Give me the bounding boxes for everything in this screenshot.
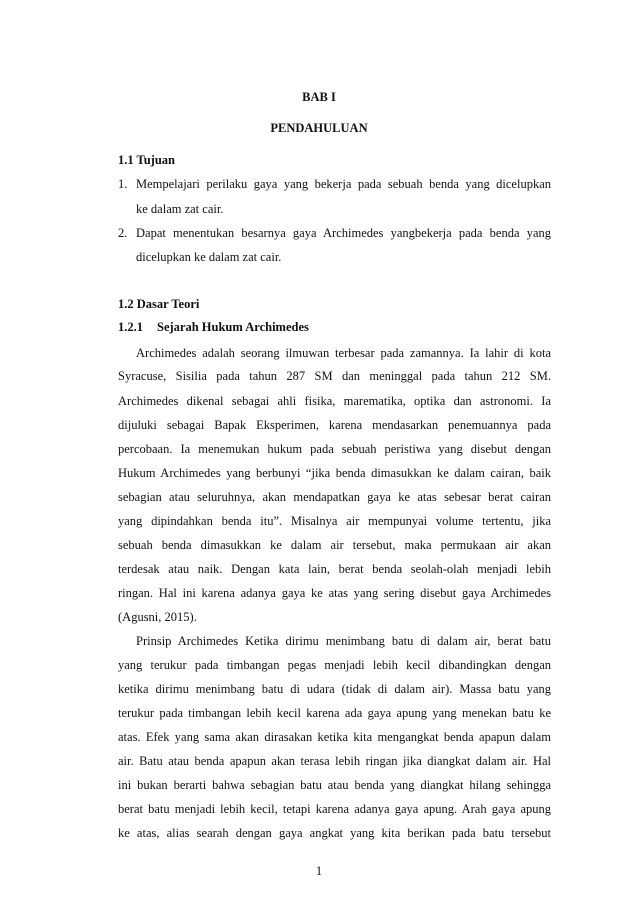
paragraph-line: ini bukan berarti bahwa sebagian batu atau benda yang diangkat hilang sehingga (118, 778, 551, 792)
paragraph-line: dijuluki sebagai Bapak Eksperimen, karena mendasarkan penemuannya pada (118, 418, 551, 432)
chapter-label: BAB I (302, 90, 336, 104)
section-heading-dasar-teori: 1.2 Dasar Teori (118, 297, 200, 311)
subsection-title: Sejarah Hukum Archimedes (157, 320, 309, 334)
paragraph-line: Hukum Archimedes yang berbunyi “jika benda dimasukkan ke dalam cairan, baik (118, 466, 551, 480)
paragraph-line: Archimedes adalah seorang ilmuwan terbesar pada zamannya. Ia lahir di kota (136, 346, 551, 360)
list-number: 2. (118, 226, 128, 240)
list-text: Dapat menentukan besarnya gaya Archimedes yangbekerja pada benda yang (136, 226, 551, 240)
paragraph-line: terdesak atau naik. Dengan kata lain, berat benda seolah-olah menjadi lebih (118, 562, 551, 576)
list-item-continuation: ke dalam zat cair. (136, 202, 224, 216)
paragraph-line: ketika dirimu menimbang batu di udara (tidak di dalam air). Massa batu yang (118, 682, 551, 696)
paragraph-line: berat batu menjadi lebih kecil, tetapi karena adanya gaya apung. Arah gaya apung (118, 802, 551, 816)
paragraph-line: Archimedes dikenal sebagai ahli fisika, marematika, optika dan astronomi. Ia (118, 394, 551, 408)
list-item-continuation: dicelupkan ke dalam zat cair. (136, 250, 282, 264)
paragraph-line: atas. Efek yang sama akan dirasakan ketika kita mengangkat benda apapun dalam (118, 730, 551, 744)
list-text: Mempelajari perilaku gaya yang bekerja pada sebuah benda yang dicelupkan (136, 177, 551, 191)
paragraph-line: air. Batu atau benda apapun akan terasa lebih ringan jika diangkat dalam air. Hal (118, 754, 551, 768)
paragraph-line: sebagian atau seluruhnya, akan mendapatkan gaya ke atas sebesar berat cairan (118, 490, 551, 504)
paragraph-line: yang terukur pada timbangan pegas menjadi lebih kecil dibandingkan dengan (118, 658, 551, 672)
paragraph-line: ringan. Hal ini karena adanya gaya ke atas yang sering disebut gaya Archimedes (118, 586, 551, 600)
paragraph-line: percobaan. Ia menemukan hukum pada sebuah peristiwa yang disebut dengan (118, 442, 551, 456)
paragraph-line: yang dipindahkan benda itu”. Misalnya air mempunyai volume tertentu, jika (118, 514, 551, 528)
list-item (118, 225, 551, 241)
paragraph-line: terukur pada timbangan lebih kecil karena ada gaya apung yang menekan batu ke (118, 706, 551, 720)
chapter-title: PENDAHULUAN (270, 121, 368, 135)
list-item (118, 176, 551, 192)
paragraph-line: Prinsip Archimedes Ketika dirimu menimbang batu di dalam air, berat batu (136, 634, 551, 648)
subsection-heading (118, 319, 309, 335)
paragraph-line: ke atas, alias searah dengan gaya angkat yang kita berikan pada batu tersebut (118, 826, 551, 840)
paragraph-line: (Agusni, 2015). (118, 610, 197, 624)
subsection-number: 1.2.1 (118, 320, 143, 334)
paragraph-line: sebuah benda dimasukkan ke dalam air tersebut, maka permukaan air akan (118, 538, 551, 552)
page-number: 1 (315, 864, 323, 878)
paragraph-line: Syracuse, Sisilia pada tahun 287 SM dan meninggal pada tahun 212 SM. (118, 369, 551, 383)
section-heading-tujuan: 1.1 Tujuan (118, 153, 175, 167)
list-number: 1. (118, 177, 128, 191)
